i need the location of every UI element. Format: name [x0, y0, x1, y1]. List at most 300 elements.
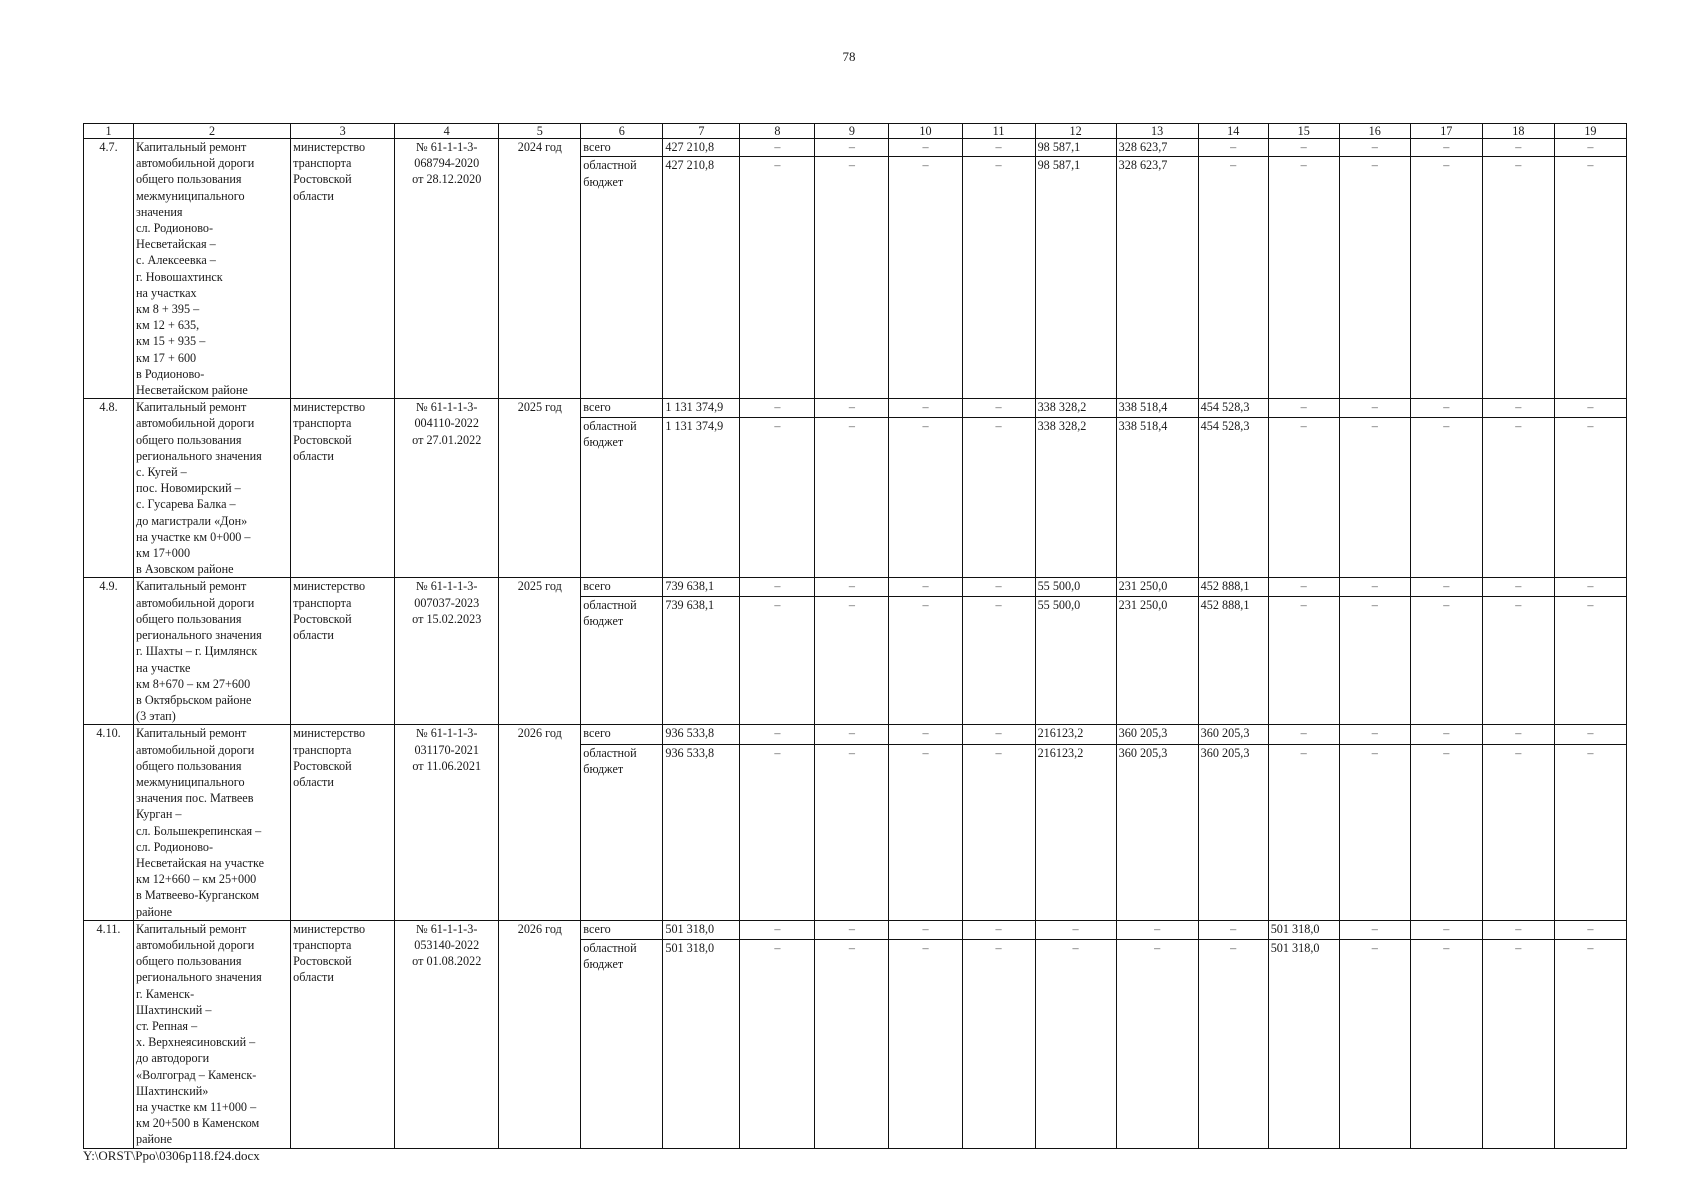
amount-col-10: –: [889, 596, 962, 724]
item-number: 4.10.: [84, 725, 134, 920]
customer-line: министерство: [293, 140, 366, 154]
amount-col-7: 739 638,1: [663, 578, 740, 596]
object-name-line: регионального значения: [136, 970, 262, 985]
table-row: [84, 920, 1627, 939]
customer-line: министерство: [293, 400, 366, 415]
amount-col-9: –: [815, 139, 889, 157]
amount-col-19: –: [1554, 139, 1626, 157]
amount-col-19: –: [1554, 399, 1626, 417]
amount-col-8: –: [740, 744, 815, 920]
customer-line: Ростовской: [293, 432, 352, 447]
customer: [291, 578, 395, 725]
expertise-document-line: от 01.08.2022: [412, 954, 482, 969]
object-name: [134, 578, 291, 725]
object-name-line: до автодороги: [136, 1051, 210, 1066]
amount-col-14: 454 528,3: [1198, 417, 1268, 578]
amount-col-13: 360 205,3: [1116, 744, 1198, 920]
column-header-15: 15: [1268, 124, 1339, 139]
object-name-line: автомобильной дороги: [136, 416, 255, 431]
amount-col-18: –: [1482, 940, 1554, 1149]
amount-col-9: –: [815, 920, 889, 939]
object-name-line: межмуниципального: [136, 774, 245, 789]
object-name-line: км 8 + 395 –: [136, 302, 200, 317]
customer-line: министерство: [293, 726, 366, 741]
completion-year: 2025 год: [499, 399, 581, 578]
customer-line: области: [293, 448, 334, 463]
expertise-document-line: № 61-1-1-3-: [416, 921, 478, 936]
completion-year: 2026 год: [499, 725, 581, 920]
customer-line: Ростовской: [293, 172, 352, 187]
amount-col-10: –: [889, 139, 962, 157]
amount-col-12: 216123,2: [1035, 725, 1116, 744]
table-body: [84, 139, 1627, 1149]
amount-col-18: –: [1482, 920, 1554, 939]
column-header-9: 9: [815, 124, 889, 139]
object-name: [134, 399, 291, 578]
amount-col-14: 454 528,3: [1198, 399, 1268, 417]
funding-source-line: всего: [583, 726, 611, 741]
object-name-line: Капитальный ремонт: [136, 579, 247, 594]
object-name-line: г. Новошахтинск: [136, 269, 223, 284]
customer-line: области: [293, 774, 334, 789]
amount-col-18: –: [1482, 399, 1554, 417]
object-name-line: Несветайском районе: [136, 383, 248, 398]
funding-source-line: бюджет: [583, 761, 624, 776]
amount-col-10: –: [889, 725, 962, 744]
amount-col-12: 338 328,2: [1035, 417, 1116, 578]
amount-col-7: 427 210,8: [663, 139, 740, 157]
amount-col-16: –: [1339, 596, 1410, 724]
object-name-line: значения: [136, 204, 183, 219]
column-number-row: [84, 124, 1627, 139]
amount-col-15: –: [1268, 578, 1339, 596]
funding-source: [581, 596, 663, 724]
customer-line: министерство: [293, 921, 366, 936]
amount-col-14: 452 888,1: [1198, 596, 1268, 724]
amount-col-9: –: [815, 940, 889, 1149]
amount-col-14: –: [1198, 940, 1268, 1149]
amount-col-19: –: [1554, 920, 1626, 939]
customer: [291, 920, 395, 1148]
amount-col-13: 338 518,4: [1116, 417, 1198, 578]
object-name-line: км 17+000: [136, 546, 191, 561]
amount-col-12: 55 500,0: [1035, 596, 1116, 724]
amount-col-14: 360 205,3: [1198, 744, 1268, 920]
table-row: [84, 139, 1627, 157]
object-name-line: в Азовском районе: [136, 562, 234, 577]
column-header-8: 8: [740, 124, 815, 139]
funding-source-line: бюджет: [583, 614, 624, 629]
funding-source-line: областной: [583, 941, 637, 956]
amount-col-10: –: [889, 940, 962, 1149]
object-name-line: общего пользования: [136, 611, 242, 626]
customer-line: транспорта: [293, 937, 352, 952]
expertise-document-line: № 61-1-1-3-: [416, 400, 478, 415]
amount-col-8: –: [740, 399, 815, 417]
object-name-line: автомобильной дороги: [136, 595, 255, 610]
amount-col-15: –: [1268, 596, 1339, 724]
funding-source-line: областной: [583, 158, 637, 173]
amount-col-17: –: [1410, 399, 1482, 417]
funding-source: [581, 920, 663, 939]
amount-col-11: –: [962, 157, 1035, 399]
amount-col-17: –: [1410, 920, 1482, 939]
object-name-line: общего пользования: [136, 172, 242, 187]
amount-col-15: –: [1268, 744, 1339, 920]
amount-col-12: 98 587,1: [1035, 139, 1116, 157]
customer-line: области: [293, 188, 334, 203]
amount-col-12: –: [1035, 920, 1116, 939]
object-name: [134, 920, 291, 1148]
amount-col-13: 328 623,7: [1116, 157, 1198, 399]
amount-col-16: –: [1339, 399, 1410, 417]
expertise-document-line: 007037-2023: [414, 595, 480, 610]
amount-col-13: –: [1116, 940, 1198, 1149]
amount-col-8: –: [740, 940, 815, 1149]
object-name-line: г. Шахты – г. Цимлянск: [136, 644, 258, 659]
amount-col-18: –: [1482, 578, 1554, 596]
amount-col-15: –: [1268, 139, 1339, 157]
object-name-line: сл. Родионово-: [136, 839, 214, 854]
amount-col-10: –: [889, 399, 962, 417]
object-name-line: Шахтинский»: [136, 1083, 209, 1098]
object-name-line: с. Кугей –: [136, 465, 187, 480]
customer-line: транспорта: [293, 416, 352, 431]
object-name-line: автомобильной дороги: [136, 156, 255, 171]
funding-source: [581, 139, 663, 157]
amount-col-8: –: [740, 596, 815, 724]
object-name-line: г. Каменск-: [136, 986, 195, 1001]
amount-col-16: –: [1339, 920, 1410, 939]
expertise-document-line: от 28.12.2020: [412, 172, 482, 187]
budget-table: [83, 123, 1627, 1149]
amount-col-18: –: [1482, 139, 1554, 157]
funding-source-line: областной: [583, 418, 637, 433]
object-name-line: на участке км 0+000 –: [136, 529, 251, 544]
customer-line: области: [293, 970, 334, 985]
amount-col-12: 55 500,0: [1035, 578, 1116, 596]
customer: [291, 725, 395, 920]
customer-line: транспорта: [293, 156, 352, 171]
funding-source-line: бюджет: [583, 174, 624, 189]
amount-col-7: 427 210,8: [663, 157, 740, 399]
amount-col-19: –: [1554, 744, 1626, 920]
column-header-13: 13: [1116, 124, 1198, 139]
funding-source-line: областной: [583, 745, 637, 760]
object-name-line: км 8+670 – км 27+600: [136, 676, 251, 691]
object-name-line: автомобильной дороги: [136, 742, 255, 757]
amount-col-11: –: [962, 596, 1035, 724]
object-name-line: км 15 + 935 –: [136, 334, 206, 349]
amount-col-7: 501 318,0: [663, 920, 740, 939]
amount-col-7: 1 131 374,9: [663, 399, 740, 417]
customer-line: транспорта: [293, 742, 352, 757]
amount-col-14: –: [1198, 157, 1268, 399]
amount-col-12: 98 587,1: [1035, 157, 1116, 399]
object-name-line: «Волгоград – Каменск-: [136, 1067, 257, 1082]
object-name-line: Несветайская –: [136, 237, 216, 252]
table-row: [84, 725, 1627, 744]
amount-col-18: –: [1482, 417, 1554, 578]
object-name-line: Несветайская на участке: [136, 855, 265, 870]
object-name-line: в Матвеево-Курганском: [136, 888, 260, 903]
object-name-line: с. Гусарева Балка –: [136, 497, 236, 512]
amount-col-14: 452 888,1: [1198, 578, 1268, 596]
object-name-line: регионального значения: [136, 448, 262, 463]
column-header-11: 11: [962, 124, 1035, 139]
amount-col-7: 739 638,1: [663, 596, 740, 724]
amount-col-19: –: [1554, 157, 1626, 399]
object-name-line: Капитальный ремонт: [136, 726, 247, 741]
funding-source-line: бюджет: [583, 957, 624, 972]
object-name-line: сл. Родионово-: [136, 221, 214, 236]
amount-col-17: –: [1410, 940, 1482, 1149]
object-name-line: регионального значения: [136, 628, 262, 643]
object-name: [134, 139, 291, 399]
object-name-line: км 12+660 – км 25+000: [136, 872, 257, 887]
amount-col-10: –: [889, 578, 962, 596]
completion-year: 2026 год: [499, 920, 581, 1148]
item-number: 4.11.: [84, 920, 134, 1148]
item-number: 4.9.: [84, 578, 134, 725]
amount-col-15: –: [1268, 399, 1339, 417]
column-header-1: 1: [84, 124, 134, 139]
amount-col-11: –: [962, 399, 1035, 417]
amount-col-9: –: [815, 725, 889, 744]
amount-col-7: 936 533,8: [663, 744, 740, 920]
table-row: [84, 399, 1627, 417]
amount-col-9: –: [815, 399, 889, 417]
object-name-line: на участке км 11+000 –: [136, 1099, 257, 1114]
object-name-line: на участках: [136, 285, 197, 300]
object-name-line: районе: [136, 904, 173, 919]
funding-source-line: всего: [583, 140, 611, 154]
object-name-line: в Родионово-: [136, 366, 205, 381]
amount-col-8: –: [740, 578, 815, 596]
column-header-19: 19: [1554, 124, 1626, 139]
funding-source-line: областной: [583, 597, 637, 612]
customer: [291, 139, 395, 399]
funding-source: [581, 578, 663, 596]
expertise-document-line: от 27.01.2022: [412, 432, 482, 447]
amount-col-19: –: [1554, 725, 1626, 744]
amount-col-13: 231 250,0: [1116, 578, 1198, 596]
object-name-line: х. Верхнеясиновский –: [136, 1035, 256, 1050]
funding-source: [581, 417, 663, 578]
column-header-18: 18: [1482, 124, 1554, 139]
item-number: 4.7.: [84, 139, 134, 399]
amount-col-11: –: [962, 139, 1035, 157]
amount-col-15: 501 318,0: [1268, 940, 1339, 1149]
expertise-document: [395, 920, 499, 1148]
amount-col-13: 338 518,4: [1116, 399, 1198, 417]
object-name-line: Шахтинский –: [136, 1002, 212, 1017]
amount-col-17: –: [1410, 596, 1482, 724]
object-name-line: (3 этап): [136, 709, 176, 724]
object-name-line: районе: [136, 1132, 173, 1147]
amount-col-9: –: [815, 744, 889, 920]
table-row: [84, 578, 1627, 596]
object-name-line: Капитальный ремонт: [136, 140, 247, 154]
object-name-line: Капитальный ремонт: [136, 921, 247, 936]
page-number: 78: [842, 49, 856, 64]
expertise-document-line: 053140-2022: [414, 937, 480, 952]
column-header-6: 6: [581, 124, 663, 139]
object-name-line: общего пользования: [136, 758, 242, 773]
amount-col-11: –: [962, 417, 1035, 578]
object-name-line: Курган –: [136, 807, 182, 822]
amount-col-14: –: [1198, 139, 1268, 157]
expertise-document-line: 031170-2021: [414, 742, 479, 757]
funding-source-line: бюджет: [583, 434, 624, 449]
object-name-line: пос. Новомирский –: [136, 481, 241, 496]
amount-col-10: –: [889, 157, 962, 399]
expertise-document-line: № 61-1-1-3-: [416, 579, 478, 594]
object-name-line: ст. Репная –: [136, 1018, 198, 1033]
object-name-line: км 17 + 600: [136, 350, 197, 365]
amount-col-16: –: [1339, 417, 1410, 578]
amount-col-15: –: [1268, 157, 1339, 399]
amount-col-8: –: [740, 139, 815, 157]
amount-col-9: –: [815, 417, 889, 578]
object-name-line: км 20+500 в Каменском: [136, 1116, 260, 1131]
funding-source-line: всего: [583, 579, 611, 594]
amount-col-17: –: [1410, 578, 1482, 596]
funding-source: [581, 725, 663, 744]
object-name-line: км 12 + 635,: [136, 318, 200, 333]
amount-col-14: –: [1198, 920, 1268, 939]
amount-col-10: –: [889, 417, 962, 578]
expertise-document: [395, 139, 499, 399]
amount-col-16: –: [1339, 725, 1410, 744]
funding-source-line: всего: [583, 921, 611, 936]
amount-col-16: –: [1339, 157, 1410, 399]
amount-col-18: –: [1482, 744, 1554, 920]
amount-col-18: –: [1482, 596, 1554, 724]
item-number: 4.8.: [84, 399, 134, 578]
amount-col-19: –: [1554, 940, 1626, 1149]
amount-col-19: –: [1554, 417, 1626, 578]
amount-col-13: 231 250,0: [1116, 596, 1198, 724]
funding-source-line: всего: [583, 400, 611, 415]
amount-col-16: –: [1339, 139, 1410, 157]
object-name-line: значения пос. Матвеев: [136, 791, 254, 806]
amount-col-8: –: [740, 725, 815, 744]
customer-line: министерство: [293, 579, 366, 594]
expertise-document-line: 068794-2020: [414, 156, 480, 171]
amount-col-11: –: [962, 725, 1035, 744]
customer-line: транспорта: [293, 595, 352, 610]
object-name: [134, 725, 291, 920]
object-name-line: с. Алексеевка –: [136, 253, 216, 268]
amount-col-13: 328 623,7: [1116, 139, 1198, 157]
amount-col-7: 1 131 374,9: [663, 417, 740, 578]
amount-col-10: –: [889, 920, 962, 939]
column-header-17: 17: [1410, 124, 1482, 139]
amount-col-19: –: [1554, 596, 1626, 724]
expertise-document-line: от 15.02.2023: [412, 611, 482, 626]
column-header-10: 10: [889, 124, 962, 139]
column-header-4: 4: [395, 124, 499, 139]
amount-col-9: –: [815, 578, 889, 596]
amount-col-17: –: [1410, 139, 1482, 157]
amount-col-17: –: [1410, 744, 1482, 920]
amount-col-10: –: [889, 744, 962, 920]
object-name-line: общего пользования: [136, 432, 242, 447]
amount-col-7: 501 318,0: [663, 940, 740, 1149]
expertise-document: [395, 725, 499, 920]
amount-col-12: –: [1035, 940, 1116, 1149]
object-name-line: общего пользования: [136, 954, 242, 969]
column-header-12: 12: [1035, 124, 1116, 139]
amount-col-11: –: [962, 920, 1035, 939]
amount-col-8: –: [740, 417, 815, 578]
customer-line: Ростовской: [293, 758, 352, 773]
amount-col-19: –: [1554, 578, 1626, 596]
expertise-document: [395, 399, 499, 578]
customer-line: области: [293, 628, 334, 643]
object-name-line: Капитальный ремонт: [136, 400, 247, 415]
amount-col-13: 360 205,3: [1116, 725, 1198, 744]
amount-col-15: 501 318,0: [1268, 920, 1339, 939]
expertise-document-line: от 11.06.2021: [412, 758, 482, 773]
completion-year: 2024 год: [499, 139, 581, 399]
object-name-line: автомобильной дороги: [136, 937, 255, 952]
column-header-16: 16: [1339, 124, 1410, 139]
amount-col-11: –: [962, 578, 1035, 596]
customer-line: Ростовской: [293, 611, 352, 626]
expertise-document-line: № 61-1-1-3-: [416, 726, 478, 741]
object-name-line: межмуниципального: [136, 188, 245, 203]
amount-col-17: –: [1410, 725, 1482, 744]
amount-col-11: –: [962, 940, 1035, 1149]
column-header-5: 5: [499, 124, 581, 139]
object-name-line: сл. Большекрепинская –: [136, 823, 262, 838]
customer-line: Ростовской: [293, 954, 352, 969]
amount-col-13: –: [1116, 920, 1198, 939]
amount-col-17: –: [1410, 157, 1482, 399]
funding-source: [581, 157, 663, 399]
amount-col-15: –: [1268, 725, 1339, 744]
amount-col-11: –: [962, 744, 1035, 920]
amount-col-12: 338 328,2: [1035, 399, 1116, 417]
amount-col-7: 936 533,8: [663, 725, 740, 744]
object-name-line: до магистрали «Дон»: [136, 513, 248, 528]
column-header-2: 2: [134, 124, 291, 139]
object-name-line: на участке: [136, 660, 191, 675]
column-header-3: 3: [291, 124, 395, 139]
amount-col-8: –: [740, 920, 815, 939]
file-path-footer: Y:\ORST\Ppo\0306p118.f24.docx: [83, 1148, 260, 1163]
amount-col-8: –: [740, 157, 815, 399]
expertise-document-line: № 61-1-1-3-: [416, 140, 478, 154]
expertise-document-line: 004110-2022: [414, 416, 479, 431]
amount-col-16: –: [1339, 744, 1410, 920]
amount-col-16: –: [1339, 940, 1410, 1149]
funding-source: [581, 744, 663, 920]
column-header-7: 7: [663, 124, 740, 139]
amount-col-15: –: [1268, 417, 1339, 578]
amount-col-17: –: [1410, 417, 1482, 578]
amount-col-9: –: [815, 157, 889, 399]
funding-source: [581, 940, 663, 1149]
amount-col-9: –: [815, 596, 889, 724]
amount-col-16: –: [1339, 578, 1410, 596]
funding-source: [581, 399, 663, 417]
expertise-document: [395, 578, 499, 725]
amount-col-14: 360 205,3: [1198, 725, 1268, 744]
object-name-line: в Октябрьском районе: [136, 692, 252, 707]
